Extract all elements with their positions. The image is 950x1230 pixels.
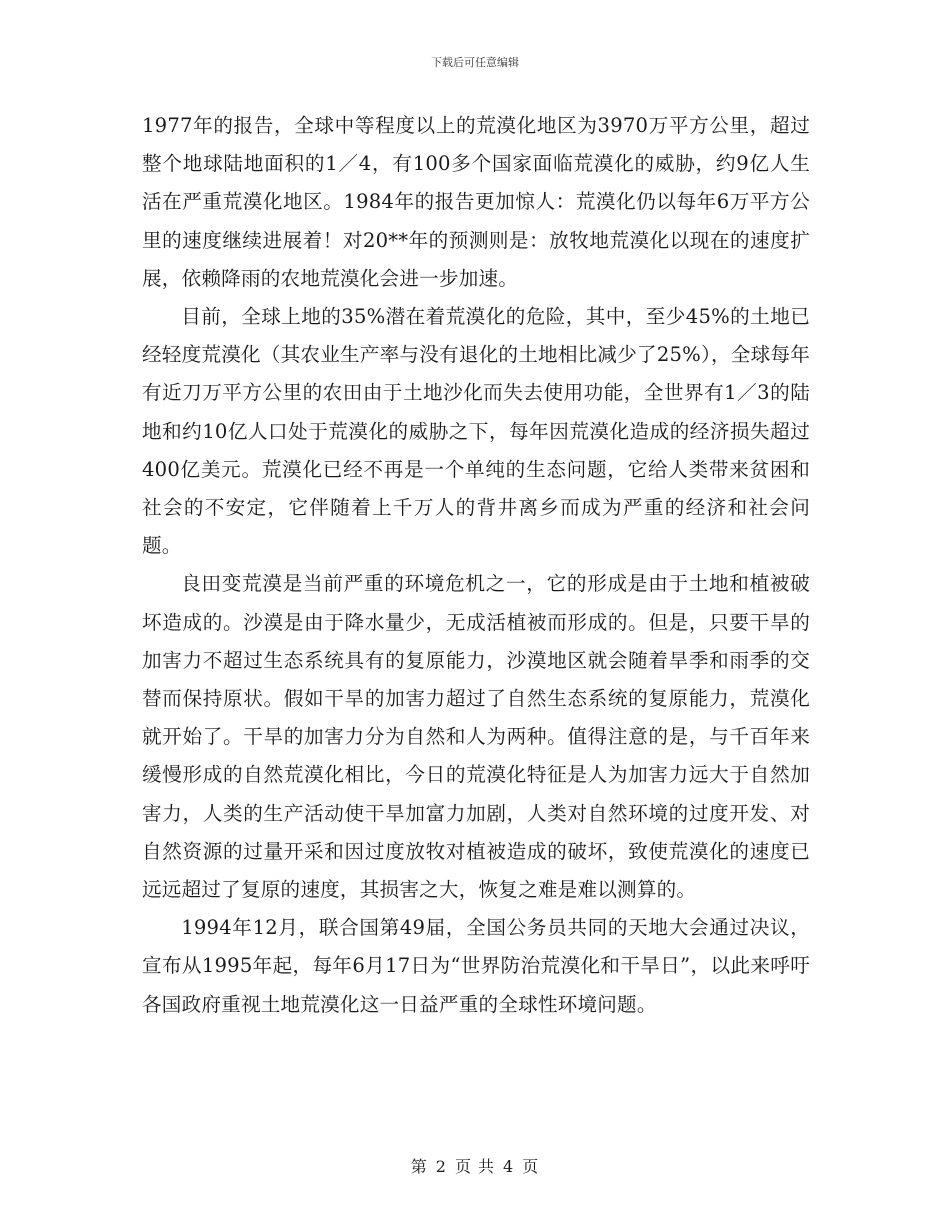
paragraph-4: 1994年12月，联合国第49届，全国公务员共同的天地大会通过决议，宣布从1995年起，每年6月17日为“世界防治荒漠化和干旱日”，以此来呼吁各国政府重视土地荒漠化这一日益严重的全球性环境问题。 — [142, 916, 810, 1016]
footer-prefix: 第 — [410, 1157, 428, 1176]
document-body — [142, 107, 810, 1024]
page-header: 下载后可任意编辑 — [431, 56, 519, 69]
paragraph-2: 目前，全球上地的35%潜在着荒漠化的危险，其中，至少45%的土地已经轻度荒漠化（其农业生产率与没有退化的土地相比减少了25%），全球每年有近刀万平方公里的农田由于土地沙化而失去使用功能，全世界有1／3的陆地和约10亿人口处于荒漠化的威胁之下，每年因荒漠化造成的经济损失超过400亿美元。荒漠化已经不再是一个单纯的生态问题，它给人类带来贫困和社会的不安定，它伴随着上千万人的背井离乡而成为严重的经济和社会问题。 — [142, 305, 810, 558]
total-pages-number: 4 — [503, 1157, 515, 1176]
footer-middle: 页 共 — [454, 1157, 496, 1176]
paragraph-1: 1977年的报告，全球中等程度以上的荒漠化地区为3970万平方公里，超过整个地球陆地面积的1／4，有100多个国家面临荒漠化的威胁，约9亿人生活在严重荒漠化地区。1984年的报告更加惊人：荒漠化仍以每年6万平方公里的速度继续进展着！对20**年的预测则是：放牧地荒漠化以现在的速度扩展，依赖降雨的农地荒漠化会进一步加速。 — [142, 114, 810, 290]
paragraph-3: 良田变荒漠是当前严重的环境危机之一，它的形成是由于土地和植被破坏造成的。沙漠是由于降水量少，无成活植被而形成的。但是，只要干旱的加害力不超过生态系统具有的复原能力，沙漠地区就会随着旱季和雨季的交替而保持原状。假如干旱的加害力超过了自然生态系统的复原能力，荒漠化就开始了。干旱的加害力分为自然和人为两种。值得注意的是，与千百年来缓慢形成的自然荒漠化相比，今日的荒漠化特征是人为加害力远大于自然加害力，人类的生产活动使干旱加富力加剧，人类对自然环境的过度开发、对自然资源的过量开采和因过度放牧对植被造成的破坏，致使荒漠化的速度已远远超过了复原的速度，其损害之大，恢复之难是难以测算的。 — [142, 572, 810, 902]
footer-suffix: 页 — [522, 1157, 540, 1176]
current-page-number: 2 — [435, 1157, 447, 1176]
page-footer — [0, 1154, 950, 1177]
